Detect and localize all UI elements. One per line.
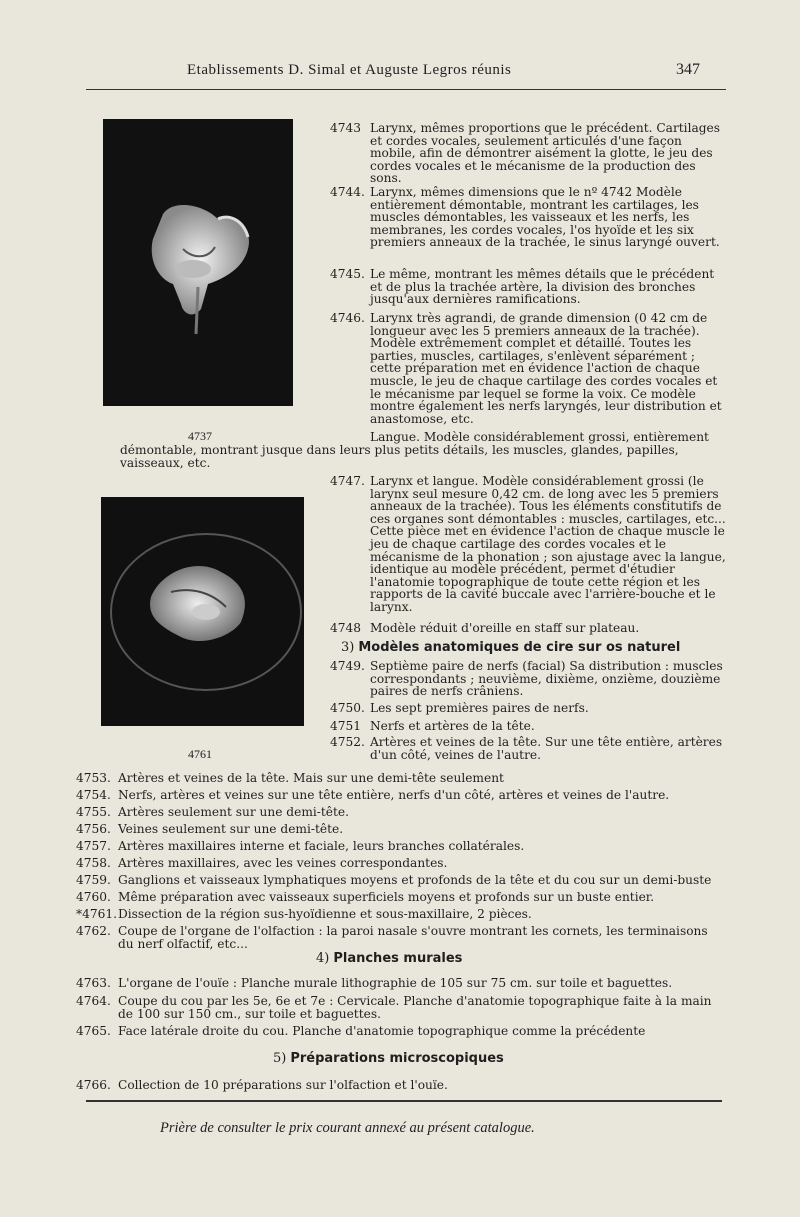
entry-number: 4760. bbox=[76, 890, 111, 904]
entry-text: Artères seulement sur une demi-tête. bbox=[118, 805, 349, 819]
entry-text: Larynx très agrandi, de grande dimension (0 42 cm de longueur avec les 5 premiers anneaux de la trachée). Modèle extrêmement complet et détaillé. Toutes les parties, muscles, cartilages, s'enlèvent séparément ; cette préparation met en évidence l'action de chaque muscle, le jeu de chaque cartilage des cordes vocales et le mécanisme par lequel se forme la voix. Ce modèle montre également les nerfs laryngés, leur distribution et anastomose, etc. bbox=[370, 311, 722, 426]
section-title: Préparations microscopiques bbox=[290, 1051, 504, 1066]
entry-number: 4764. bbox=[76, 994, 111, 1008]
entry-text: Coupe du cou par les 5e, 6e et 7e : Cervicale. Planche d'anatomie topographique faite à la main de 100 sur 150 cm., sur toile et baguettes. bbox=[118, 994, 712, 1021]
entry-number: 4766. bbox=[76, 1078, 111, 1092]
entry-number: 4753. bbox=[76, 771, 111, 785]
list-item bbox=[330, 268, 726, 306]
entry-number: 4758. bbox=[76, 856, 111, 870]
list-item bbox=[76, 1079, 726, 1092]
section-heading-3 bbox=[341, 640, 680, 655]
entry-text: Artères et veines de la tête. Mais sur une demi-tête seulement bbox=[118, 771, 504, 785]
entry-text: Veines seulement sur une demi-tête. bbox=[118, 822, 344, 836]
list-item bbox=[76, 857, 726, 870]
section-heading-4 bbox=[316, 951, 462, 966]
entry-text: Collection de 10 préparations sur l'olfaction et l'ouïe. bbox=[118, 1078, 448, 1092]
entry-number: *4761. bbox=[76, 907, 117, 921]
footer-rule bbox=[86, 1100, 722, 1102]
header-rule bbox=[86, 89, 726, 90]
entry-number: 4747. bbox=[330, 474, 365, 488]
entry-number: 4745. bbox=[330, 267, 365, 281]
footer-note: Prière de consulter le prix courant annexé au présent catalogue. bbox=[160, 1120, 535, 1136]
entry-text: Larynx, mêmes proportions que le précédent. Cartilages et cordes vocales, seulement articulés d'une façon mobile, afin de démontrer aisément la glotte, le jeu des cordes vocales et le mécanisme de la production des sons. bbox=[370, 121, 721, 186]
list-item bbox=[76, 995, 726, 1020]
figure-dissection-photo bbox=[101, 497, 304, 726]
list-item bbox=[330, 622, 726, 635]
entry-text: Artères maxillaires interne et faciale, leurs branches collatérales. bbox=[118, 839, 525, 853]
entry-text: Dissection de la région sus-hyoïdienne et sous-maxillaire, 2 pièces. bbox=[118, 907, 532, 921]
entry-text: Nerfs, artères et veines sur une tête entière, nerfs d'un côté, artères et veines de l'autre. bbox=[118, 788, 670, 802]
entry-number: 4755. bbox=[76, 805, 111, 819]
list-item bbox=[76, 840, 726, 853]
entry-text: Larynx, mêmes dimensions que le nº 4742 Modèle entièrement démontable, montrant les cartilages, les muscles démontables, les vaisseaux et les nerfs, les membranes, les cordes vocales, l'os hyoïde et les six premiers anneaux de la trachée, le sinus laryngé ouvert. bbox=[370, 185, 720, 250]
list-item bbox=[76, 789, 726, 802]
entry-number: 4750. bbox=[330, 701, 365, 715]
section-number: 5) bbox=[273, 1051, 287, 1066]
entry-number: 4746. bbox=[330, 311, 365, 325]
entry-text: Septième paire de nerfs (facial) Sa distribution : muscles correspondants ; neuvième, dixième, onzième, douzième paires de nerfs crâniens. bbox=[370, 659, 723, 699]
entry-text: Le même, montrant les mêmes détails que le précédent et de plus la trachée artère, la division des bronches jusqu'aux dernières ramifications. bbox=[370, 267, 715, 307]
list-item bbox=[76, 1025, 726, 1038]
list-item bbox=[76, 891, 726, 904]
entry-text: Artères et veines de la tête. Sur une tête entière, artères d'un côté, veines de l'autre. bbox=[370, 735, 723, 762]
entry-text: Artères maxillaires, avec les veines correspondantes. bbox=[118, 856, 448, 870]
entry-number: 4765. bbox=[76, 1024, 111, 1038]
list-item bbox=[330, 720, 726, 733]
entry-text: Nerfs et artères de la tête. bbox=[370, 719, 535, 733]
entry-number: 4748 bbox=[330, 621, 362, 635]
section-title: Modèles anatomiques de cire sur os naturel bbox=[358, 640, 681, 655]
section-number: 4) bbox=[316, 951, 330, 966]
entry-text: Coupe de l'organe de l'olfaction : la paroi nasale s'ouvre montrant les cornets, les terminaisons du nerf olfactif, etc... bbox=[118, 924, 708, 951]
entry-number: 4752. bbox=[330, 735, 365, 749]
entry-number: 4762. bbox=[76, 924, 111, 938]
entry-number: 4757. bbox=[76, 839, 111, 853]
entry-number: 4756. bbox=[76, 822, 111, 836]
list-item bbox=[76, 908, 726, 921]
header-title: Etablissements D. Simal et Auguste Legros réunis bbox=[187, 62, 512, 78]
list-item bbox=[76, 977, 726, 990]
list-item bbox=[330, 186, 726, 249]
section-number: 3) bbox=[341, 640, 355, 655]
list-item bbox=[76, 925, 726, 950]
section-title: Planches murales bbox=[333, 951, 463, 966]
list-item bbox=[76, 772, 726, 785]
entry-number: 4759. bbox=[76, 873, 111, 887]
list-item bbox=[330, 122, 726, 185]
list-item bbox=[76, 874, 726, 887]
list-item bbox=[330, 312, 726, 425]
section-heading-5 bbox=[273, 1051, 504, 1066]
list-item bbox=[330, 660, 726, 698]
list-item bbox=[330, 702, 726, 715]
entry-number: 4751 bbox=[330, 719, 362, 733]
entry-text: Face latérale droite du cou. Planche d'anatomie topographique comme la précédente bbox=[118, 1024, 646, 1038]
figure-larynx-model-photo bbox=[103, 119, 293, 406]
list-item bbox=[76, 806, 726, 819]
entry-number: 4743 bbox=[330, 121, 362, 135]
entry-number: 4749. bbox=[330, 659, 365, 673]
entry-text: démontable, montrant jusque dans leurs plus petits détails, les muscles, glandes, papilles, vaisseaux, etc. bbox=[120, 443, 679, 470]
list-item bbox=[330, 736, 726, 761]
entry-text: Ganglions et vaisseaux lymphatiques moyens et profonds de la tête et du cou sur un demi-buste bbox=[118, 873, 712, 887]
entry-text: L'organe de l'ouïe : Planche murale lithographie de 105 sur 75 cm. sur toile et baguettes. bbox=[118, 976, 673, 990]
entry-number: 4744. bbox=[330, 185, 365, 199]
entry-text: Larynx et langue. Modèle considérablement grossi (le larynx seul mesure 0,42 cm. de long avec les 5 premiers anneaux de la trachée). Tous les éléments constitutifs de ces organes sont démontables : muscles, cartilages, etc... Cette pièce met en évidence l'action de chaque muscle le jeu de chaque cartilage des cordes vocales et le mécanisme de la phonation ; son ajustage avec la langue, identique au modèle précédent, permet d'étudier l'anatomie topographique de toute cette région et les rapports de la cavité buccale avec l'arrière-bouche et le larynx. bbox=[370, 474, 726, 614]
entry-text: Même préparation avec vaisseaux superficiels moyens et profonds sur un buste entier. bbox=[118, 890, 655, 904]
figure-caption-4761: 4761 bbox=[188, 747, 212, 761]
figure-caption-4737: 4737 bbox=[188, 429, 212, 443]
entry-text: Langue. Modèle considérablement grossi, entièrement bbox=[370, 430, 709, 444]
list-item bbox=[76, 823, 726, 836]
entry-number: 4754. bbox=[76, 788, 111, 802]
list-item bbox=[330, 475, 726, 614]
entry-text: Les sept premières paires de nerfs. bbox=[370, 701, 589, 715]
entry-text: Modèle réduit d'oreille en staff sur plateau. bbox=[370, 621, 640, 635]
entry-number: 4763. bbox=[76, 976, 111, 990]
page-number: 347 bbox=[676, 61, 700, 78]
